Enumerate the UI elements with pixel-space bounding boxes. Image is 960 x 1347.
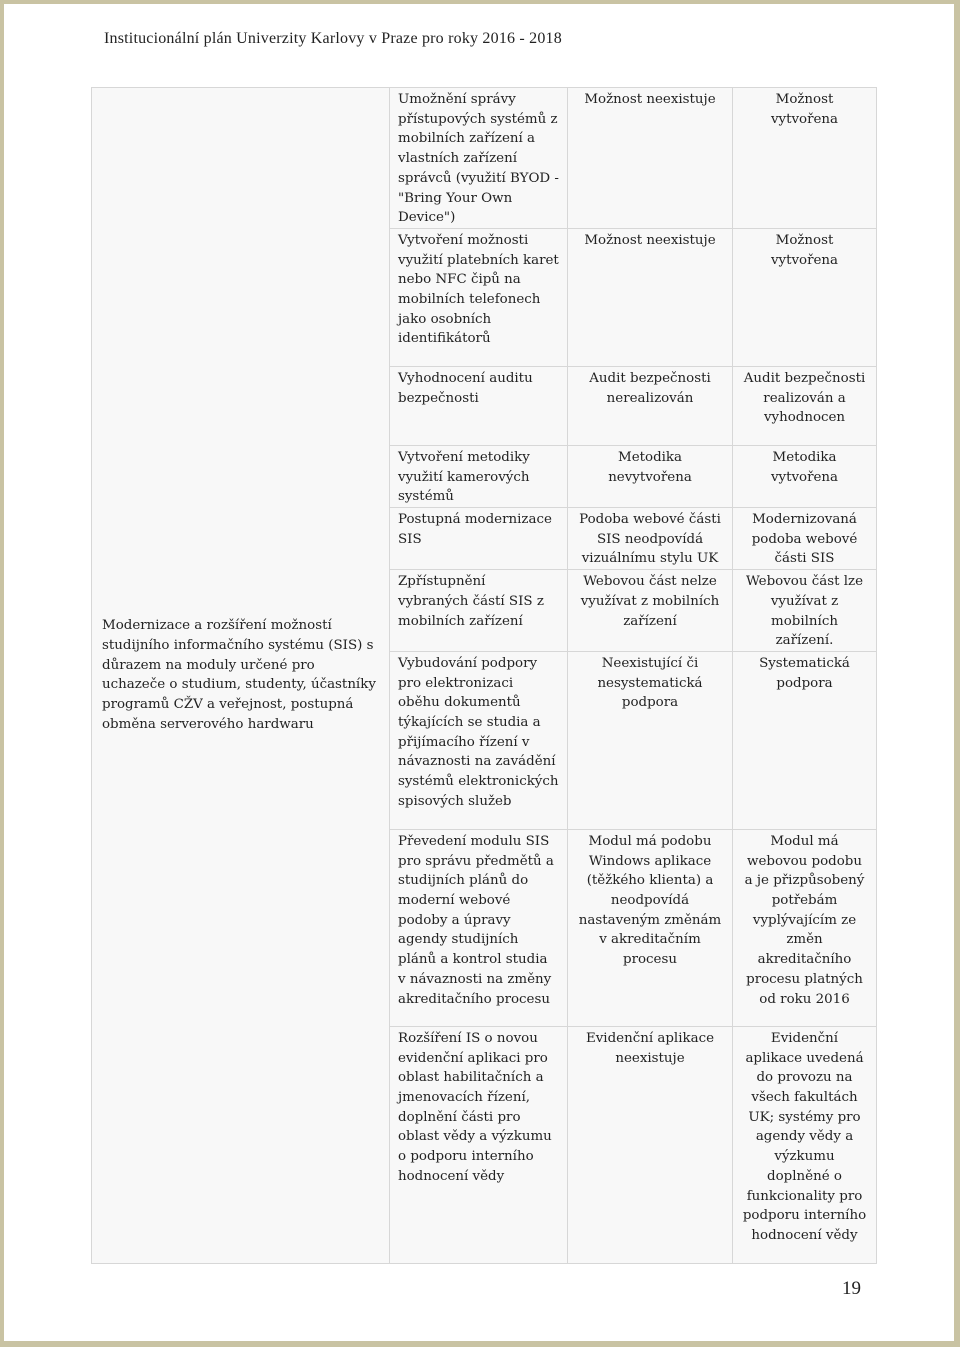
activity-cell: Vybudování podpory pro elektronizaci oběhu dokumentů týkajících se studia a přijímacího řízení v návaznosti na zavádění systémů elektronických spisových služeb — [398, 655, 559, 809]
target-state-cell: Metodika vytvořena — [770, 449, 839, 485]
activity-cell: Vyhodnocení auditu bezpečnosti — [398, 370, 533, 406]
target-state-cell: Možnost vytvořena — [770, 232, 839, 268]
activity-cell: Vytvoření možnosti využití platebních karet nebo NFC čipů na mobilních telefonech jako osobních identifikátorů — [398, 232, 559, 347]
activity-cell: Zpřístupnění vybraných částí SIS z mobilních zařízení — [398, 574, 544, 629]
activity-cell: Vytvoření metodiky využití kamerových systémů — [398, 449, 530, 505]
running-header: Institucionální plán Univerzity Karlovy v Praze pro roky 2016 - 2018 — [104, 30, 562, 47]
initial-state-cell: Webovou část nelze využívat z mobilních zařízení — [580, 574, 720, 629]
activity-cell: Převedení modulu SIS pro správu předmětů a studijních plánů do moderní webové podoby a úpravy agendy studijních plánů a kontrol studia v návaznosti na změny akreditačního procesu — [398, 833, 554, 1007]
activity-cell: Umožnění správy přístupových systémů z mobilních zařízení a vlastních zařízení správců (využití BYOD - "Bring Your Own Device") — [398, 92, 559, 226]
initial-state-cell: Modul má podobu Windows aplikace (těžkého klienta) a neodpovídá nastaveným změnám v akreditačním procesu — [578, 833, 722, 968]
document-page — [4, 4, 954, 1341]
target-state-cell: Možnost vytvořena — [770, 92, 839, 127]
target-state-cell: Systematická podpora — [759, 655, 850, 691]
goals-table — [91, 87, 877, 1264]
initial-state-cell: Podoba webové části SIS neodpovídá vizuálnímu stylu UK — [579, 512, 721, 567]
initial-state-cell: Neexistující či nesystematická podpora — [597, 655, 703, 711]
activity-cell: Postupná modernizace SIS — [398, 512, 552, 547]
activity-cell: Rozšíření IS o novou evidenční aplikaci pro oblast habilitačních a jmenovacích řízení, doplnění části pro oblast vědy a výzkumu o podporu interního hodnocení vědy — [398, 1030, 552, 1184]
initial-state-cell: Audit bezpečnosti nerealizován — [589, 370, 711, 406]
initial-state-cell: Evidenční aplikace neexistuje — [585, 1030, 715, 1066]
goal-cell — [92, 88, 390, 1264]
initial-state-cell: Metodika nevytvořena — [608, 449, 692, 485]
target-state-cell: Modernizovaná podoba webové části SIS — [751, 512, 858, 567]
page-number: 19 — [842, 1278, 861, 1299]
target-state-cell: Webovou část lze využívat z mobilních zařízení. — [746, 574, 863, 649]
table-row — [92, 88, 877, 229]
initial-state-cell: Možnost neexistuje — [584, 232, 716, 248]
target-state-cell: Audit bezpečnosti realizován a vyhodnocen — [743, 370, 866, 426]
target-state-cell: Modul má webovou podobu a je přizpůsobený potřebám vyplývajícím ze změn akreditačního procesu platných od roku 2016 — [744, 833, 865, 1007]
initial-state-cell: Možnost neexistuje — [584, 92, 716, 107]
goal-text: Modernizace a rozšíření možností studijního informačního systému (SIS) s důrazem na moduly určené pro uchazeče o studium, studenty, účastníky programů CŽV a veřejnost, postupná obměna serverového hardwaru — [102, 618, 376, 732]
target-state-cell: Evidenční aplikace uvedená do provozu na všech fakultách UK; systémy pro agendy vědy a výzkumu doplněné o funkcionality pro podporu interního hodnocení vědy — [742, 1030, 867, 1243]
